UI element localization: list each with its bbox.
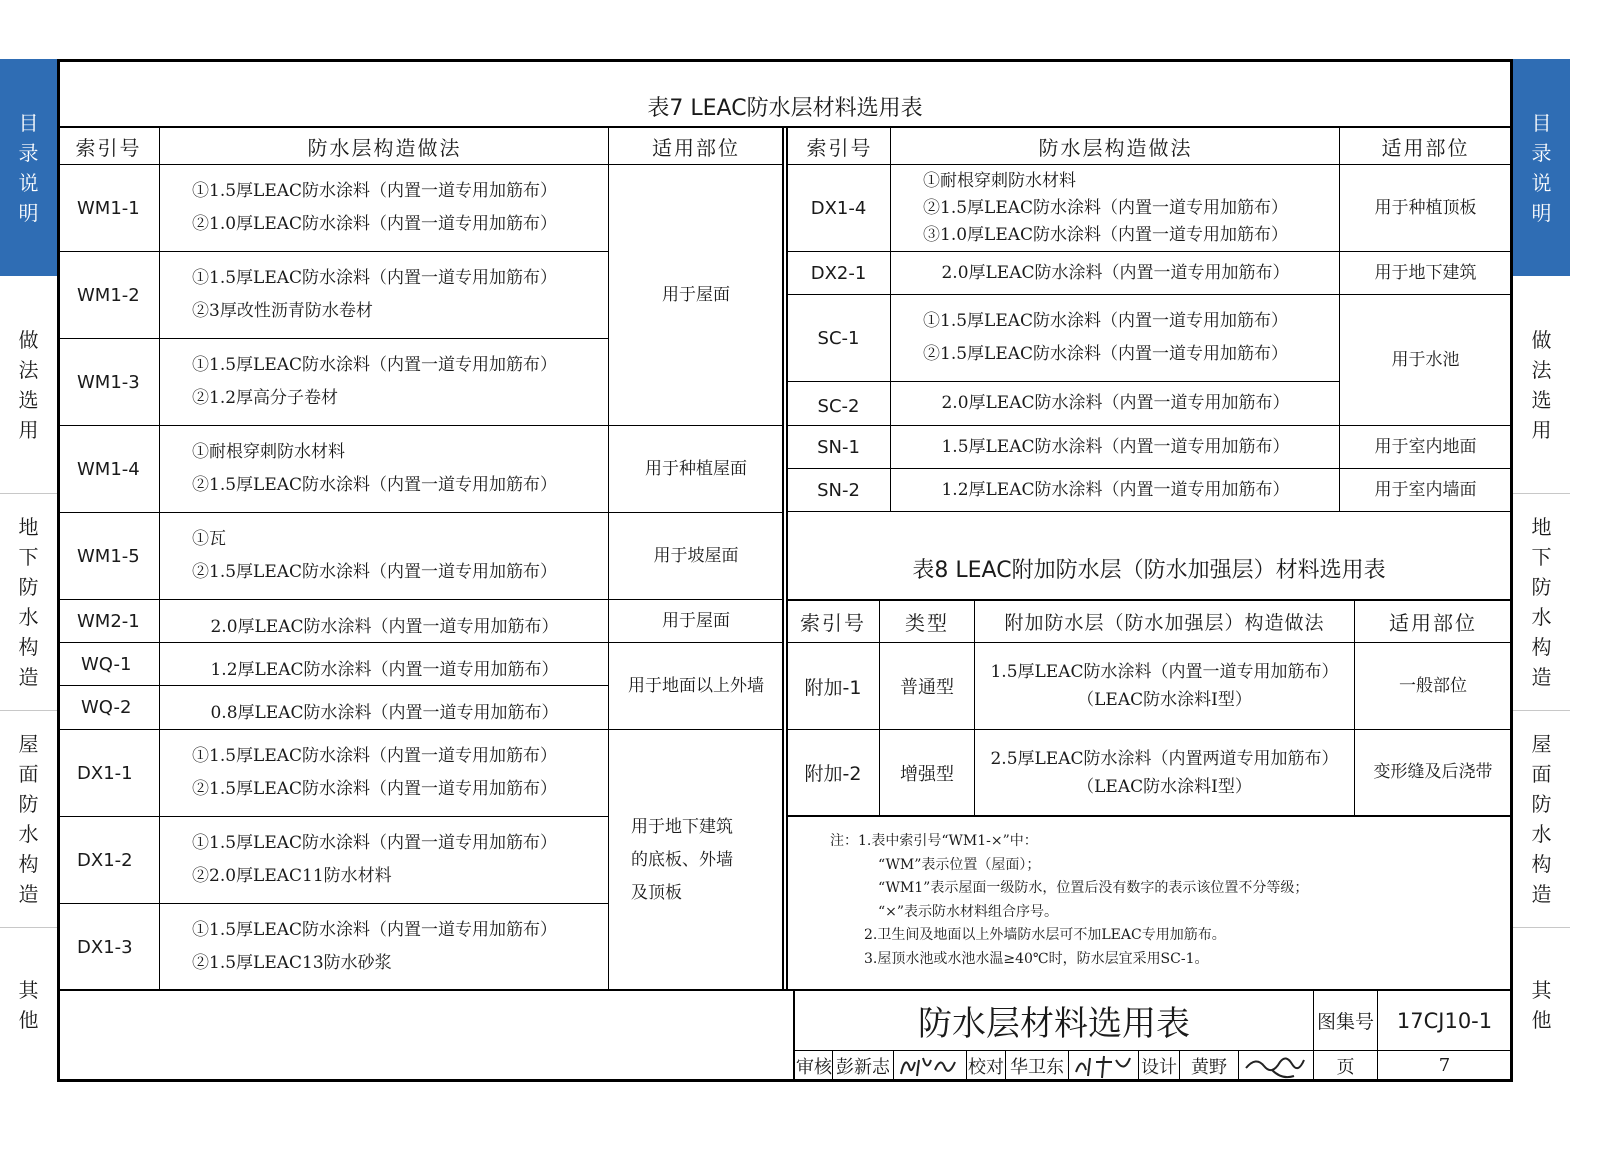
table7-title: 表7 LEAC防水层材料选用表 [647, 95, 923, 121]
row-method: 1.2厚LEAC防水涂料（内置一道专用加筋布） [941, 479, 1290, 500]
row-index: WQ-2 [81, 697, 132, 718]
row-usage: 用于水池 [1391, 349, 1460, 370]
side-tab-methods[interactable]: 做法选用 [1531, 327, 1552, 442]
row-index: 附加-1 [804, 676, 862, 699]
side-tab-other[interactable]: 其他 [0, 927, 57, 1082]
atlas-number: 17CJ10-1 [1396, 1008, 1493, 1033]
row-index: WM1-1 [77, 197, 140, 219]
row-usage: 一般部位 [1399, 675, 1467, 696]
side-tab-contents[interactable]: 目录说明 [0, 59, 57, 276]
designer-name: 黄野 [1191, 1056, 1227, 1078]
row-index: DX1-2 [77, 849, 133, 871]
checker-signature [1072, 1052, 1136, 1080]
check-label: 校对 [968, 1056, 1004, 1078]
divider [1238, 1051, 1239, 1080]
row-index: SN-2 [817, 479, 860, 501]
side-tab-contents[interactable]: 目录说明 [1513, 59, 1570, 276]
header-method: 防水层构造做法 [1038, 136, 1193, 160]
side-tab-methods[interactable]: 做法选用 [18, 327, 39, 442]
reviewer-name: 彭新志 [836, 1056, 890, 1078]
row-type: 增强型 [900, 763, 954, 785]
table8-title: 表8 LEAC附加防水层（防水加强层）材料选用表 [912, 557, 1386, 583]
row-method: 2.0厚LEAC防水涂料（内置一道专用加筋布） [941, 262, 1290, 283]
header-method: 附加防水层（防水加强层）构造做法 [1004, 612, 1325, 634]
row-index: DX1-3 [77, 936, 133, 958]
side-tab-roof[interactable]: 屋面防水构造 [1513, 710, 1570, 927]
header-index: 索引号 [75, 136, 142, 160]
row-index: DX1-4 [810, 197, 867, 219]
row-index: SC-2 [817, 396, 860, 417]
row-usage: 用于室内墙面 [1374, 479, 1477, 500]
header-type: 类型 [905, 611, 949, 635]
atlas-label: 图集号 [1316, 1011, 1374, 1033]
page-number: 7 [1438, 1055, 1451, 1076]
row-method: ①1.5厚LEAC防水涂料（内置一道专用加筋布） ②1.5厚LEAC防水涂料（内置一道专用加筋布） [923, 311, 1289, 364]
row-index: SC-1 [817, 327, 860, 349]
row-usage: 用于种植顶板 [1374, 197, 1477, 218]
row-usage: 用于地下建筑 [1374, 262, 1477, 283]
row-method: ①1.5厚LEAC防水涂料（内置一道专用加筋布） ②3厚改性沥青防水卷材 [192, 268, 558, 321]
row-method: 2.5厚LEAC防水涂料（内置两道专用加筋布） （LEAC防水涂料Ⅰ型） [990, 748, 1339, 797]
row-index: WQ-1 [81, 653, 132, 675]
row-method: 1.5厚LEAC防水涂料（内置一道专用加筋布） （LEAC防水涂料Ⅰ型） [990, 662, 1339, 710]
side-tab-underground[interactable]: 地下防水构造 [1513, 493, 1570, 710]
row-index: WM1-5 [77, 545, 140, 567]
row-method: 1.2厚LEAC防水涂料（内置一道专用加筋布） [210, 659, 559, 680]
row-method: 2.0厚LEAC防水涂料（内置一道专用加筋布） [941, 393, 1290, 413]
divider [787, 511, 1511, 512]
review-label: 审核 [796, 1056, 832, 1078]
row-method: ①1.5厚LEAC防水涂料（内置一道专用加筋布） ②1.5厚LEAC13防水砂浆 [192, 920, 558, 973]
header-method: 防水层构造做法 [307, 136, 462, 160]
row-usage: 变形缝及后浇带 [1373, 762, 1493, 782]
page-label: 页 [1336, 1056, 1355, 1078]
row-index: WM1-4 [77, 458, 140, 480]
row-method: 0.8厚LEAC防水涂料（内置一道专用加筋布） [210, 703, 559, 723]
row-index: DX2-1 [810, 262, 867, 284]
notes: 注：1.表中索引号“WM1-×”中： “WM”表示位置（屋面）； “WM1”表示屋面一级防水，位置后没有数字的表示该位置不分等级； “×”表示防水材料组合序号。 2.卫生间及地面以上外墙防水层可不加LEAC专用加筋布。 3.屋顶水池或水池水温≥40℃时，防水层宜采用SC-1。 [830, 833, 1309, 967]
header-index: 索引号 [800, 611, 866, 635]
row-usage: 用于坡屋面 [653, 545, 739, 566]
row-index: DX1-1 [77, 762, 133, 784]
row-index: WM1-3 [77, 371, 140, 393]
side-tab-roof[interactable]: 屋面防水构造 [0, 710, 57, 927]
row-usage: 用于地面以上外墙 [628, 675, 764, 696]
row-method: ①耐根穿刺防水材料 ②1.5厚LEAC防水涂料（内置一道专用加筋布） [192, 442, 558, 495]
drawing-title: 防水层材料选用表 [918, 1004, 1190, 1044]
row-index: 附加-2 [804, 763, 862, 785]
row-method: 2.0厚LEAC防水涂料（内置一道专用加筋布） [210, 616, 559, 637]
row-index: SN-1 [817, 436, 860, 458]
row-type: 普通型 [900, 677, 954, 698]
divider [787, 815, 1513, 817]
header-index: 索引号 [806, 136, 873, 160]
row-method: ①1.5厚LEAC防水涂料（内置一道专用加筋布） ②1.0厚LEAC防水涂料（内置一道专用加筋布） [192, 181, 558, 234]
row-index: WM1-2 [77, 284, 140, 306]
row-usage: 用于屋面 [662, 610, 730, 631]
row-usage: 用于种植屋面 [645, 458, 747, 479]
row-usage: 用于屋面 [662, 284, 730, 305]
row-method: 1.5厚LEAC防水涂料（内置一道专用加筋布） [941, 436, 1290, 457]
side-tab-underground[interactable]: 地下防水构造 [0, 493, 57, 710]
row-method: ①1.5厚LEAC防水涂料（内置一道专用加筋布） ②1.2厚高分子卷材 [192, 355, 558, 408]
row-index: WM2-1 [77, 610, 140, 632]
design-label: 设计 [1141, 1056, 1177, 1078]
row-usage: 用于室内地面 [1374, 436, 1477, 457]
reviewer-signature [897, 1052, 963, 1080]
divider [1068, 1051, 1069, 1080]
side-tab-other[interactable]: 其他 [1513, 927, 1570, 1082]
header-usage: 适用部位 [1389, 611, 1477, 635]
row-method: ①1.5厚LEAC防水涂料（内置一道专用加筋布） ②2.0厚LEAC11防水材料 [192, 833, 558, 886]
header-usage: 适用部位 [1381, 136, 1470, 160]
divider [893, 1051, 894, 1080]
checker-name: 华卫东 [1010, 1056, 1064, 1078]
row-method: ①耐根穿刺防水材料 ②1.5厚LEAC防水涂料（内置一道专用加筋布） ③1.0厚LEAC防水涂料（内置一道专用加筋布） [923, 170, 1289, 245]
row-usage: 用于地下建筑 的底板、外墙 及顶板 [631, 816, 733, 903]
row-method: ①瓦 ②1.5厚LEAC防水涂料（内置一道专用加筋布） [192, 529, 558, 582]
row-method: ①1.5厚LEAC防水涂料（内置一道专用加筋布） ②1.5厚LEAC防水涂料（内置一道专用加筋布） [192, 746, 558, 799]
header-usage: 适用部位 [652, 136, 740, 160]
designer-signature [1242, 1050, 1310, 1080]
